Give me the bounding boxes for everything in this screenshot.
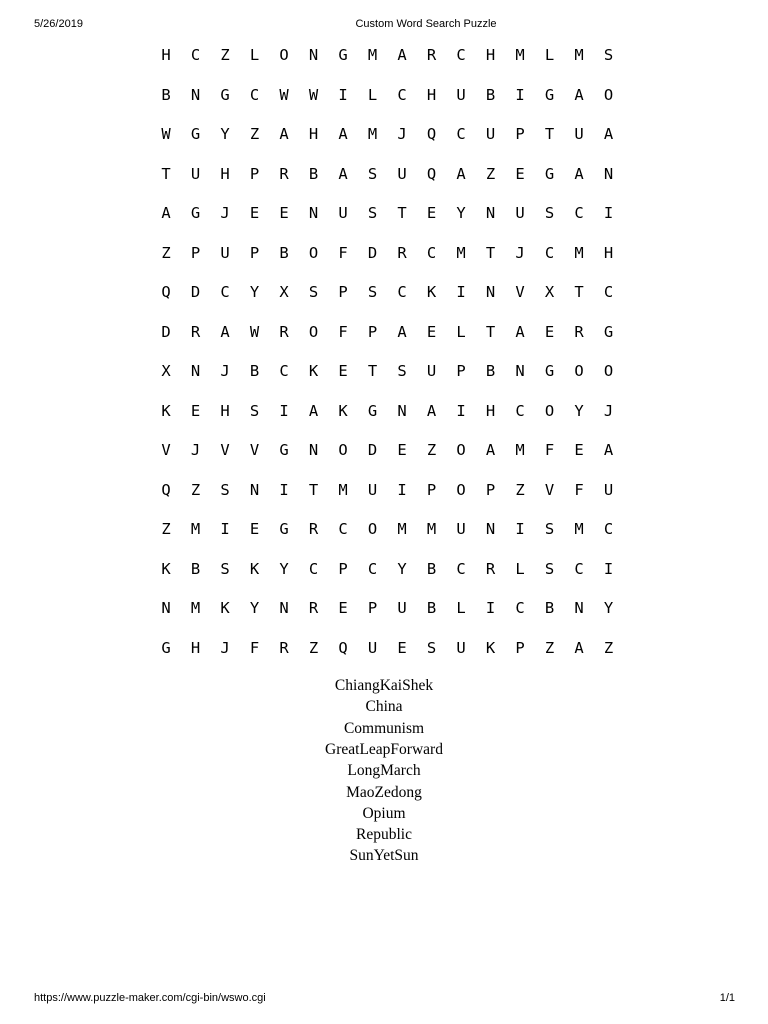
grid-letter: X bbox=[544, 283, 555, 301]
grid-row bbox=[0, 517, 768, 541]
grid-letter: K bbox=[338, 401, 348, 420]
grid-letter: R bbox=[279, 322, 289, 341]
grid-letter: P bbox=[338, 283, 348, 301]
word-list-item: ChiangKaiShek bbox=[334, 677, 434, 694]
grid-letter: N bbox=[190, 85, 201, 104]
grid-letter: S bbox=[367, 164, 378, 183]
grid-letter: Y bbox=[574, 401, 584, 420]
grid-letter: Z bbox=[308, 638, 319, 657]
grid-letter: A bbox=[338, 164, 348, 183]
grid-letter: M bbox=[456, 243, 466, 262]
grid-letter: B bbox=[485, 362, 496, 380]
grid-letter: E bbox=[544, 322, 555, 341]
grid-letter: U bbox=[338, 204, 348, 222]
grid-letter: T bbox=[574, 283, 584, 301]
grid-letter: Z bbox=[249, 125, 260, 143]
grid-letter: H bbox=[220, 401, 230, 420]
grid-letter: V bbox=[515, 283, 525, 301]
grid-letter: O bbox=[603, 85, 614, 104]
grid-letter: K bbox=[161, 401, 171, 420]
grid-letter: S bbox=[308, 283, 319, 301]
grid-letter: N bbox=[249, 480, 260, 499]
grid-letter: H bbox=[603, 243, 614, 262]
grid-letter: Y bbox=[220, 125, 230, 143]
grid-letter: H bbox=[308, 125, 319, 143]
grid-letter: Q bbox=[161, 480, 171, 499]
grid-letter: E bbox=[426, 322, 437, 341]
grid-letter: R bbox=[426, 46, 437, 64]
grid-letter: U bbox=[397, 599, 407, 617]
grid-letter: I bbox=[397, 480, 407, 499]
grid-letter: M bbox=[515, 46, 525, 64]
grid-letter: X bbox=[279, 283, 289, 301]
grid-letter: B bbox=[544, 599, 555, 617]
grid-letter: E bbox=[515, 164, 525, 183]
grid-letter: B bbox=[161, 85, 171, 104]
grid-letter: I bbox=[456, 283, 466, 301]
grid-letter: U bbox=[190, 164, 201, 183]
grid-letter: M bbox=[574, 46, 584, 64]
grid-letter: C bbox=[515, 401, 525, 420]
grid-letter: N bbox=[485, 283, 496, 301]
grid-letter: T bbox=[485, 243, 496, 262]
grid-letter: J bbox=[397, 125, 407, 143]
grid-letter: Z bbox=[485, 164, 496, 183]
grid-letter: T bbox=[397, 204, 407, 222]
grid-letter: S bbox=[397, 362, 407, 380]
grid-letter: A bbox=[279, 125, 289, 143]
grid-letter: Z bbox=[515, 480, 525, 499]
grid-letter: I bbox=[603, 204, 614, 222]
grid-letter: J bbox=[220, 362, 230, 380]
grid-letter: O bbox=[574, 362, 584, 380]
grid-letter: N bbox=[485, 520, 496, 538]
grid-letter: R bbox=[279, 638, 289, 657]
grid-letter: L bbox=[515, 559, 525, 578]
grid-letter: I bbox=[515, 520, 525, 538]
grid-row bbox=[0, 438, 768, 462]
grid-letter: H bbox=[161, 46, 171, 64]
grid-letter: I bbox=[220, 520, 230, 538]
grid-letter: Q bbox=[426, 164, 437, 183]
grid-letter: R bbox=[308, 520, 319, 538]
grid-letter: Y bbox=[456, 204, 466, 222]
grid-letter: Z bbox=[220, 46, 230, 64]
grid-letter: C bbox=[515, 599, 525, 617]
grid-letter: P bbox=[485, 480, 496, 499]
grid-letter: T bbox=[367, 362, 378, 380]
grid-letter: A bbox=[338, 125, 348, 143]
grid-letter: C bbox=[456, 46, 466, 64]
grid-letter: J bbox=[220, 204, 230, 222]
grid-letter: M bbox=[190, 599, 201, 617]
grid-letter: O bbox=[544, 401, 555, 420]
grid-letter: N bbox=[161, 599, 171, 617]
grid-letter: P bbox=[515, 638, 525, 657]
grid-letter: L bbox=[367, 85, 378, 104]
grid-letter: N bbox=[603, 164, 614, 183]
grid-letter: B bbox=[249, 362, 260, 380]
grid-letter: C bbox=[220, 283, 230, 301]
grid-letter: Z bbox=[161, 243, 171, 262]
grid-letter: L bbox=[456, 322, 466, 341]
grid-letter: U bbox=[603, 480, 614, 499]
grid-letter: K bbox=[426, 283, 437, 301]
grid-letter: Y bbox=[249, 599, 260, 617]
grid-letter: C bbox=[308, 559, 319, 578]
grid-letter: G bbox=[190, 204, 201, 222]
grid-letter: C bbox=[603, 520, 614, 538]
grid-letter: I bbox=[338, 85, 348, 104]
grid-letter: A bbox=[603, 441, 614, 459]
grid-letter: D bbox=[190, 283, 201, 301]
grid-letter: U bbox=[485, 125, 496, 143]
grid-letter: F bbox=[249, 638, 260, 657]
grid-letter: D bbox=[367, 441, 378, 459]
grid-row bbox=[0, 162, 768, 186]
grid-letter: E bbox=[249, 204, 260, 222]
grid-letter: Z bbox=[190, 480, 201, 499]
grid-letter: D bbox=[367, 243, 378, 262]
grid-letter: I bbox=[485, 599, 496, 617]
grid-letter: I bbox=[279, 401, 289, 420]
grid-letter: E bbox=[338, 599, 348, 617]
grid-letter: P bbox=[249, 164, 260, 183]
grid-letter: F bbox=[338, 243, 348, 262]
grid-row bbox=[0, 359, 768, 383]
grid-letter: C bbox=[338, 520, 348, 538]
grid-letter: G bbox=[190, 125, 201, 143]
grid-letter: S bbox=[426, 638, 437, 657]
grid-letter: H bbox=[485, 401, 496, 420]
grid-letter: L bbox=[544, 46, 555, 64]
grid-letter: T bbox=[485, 322, 496, 341]
grid-letter: B bbox=[190, 559, 201, 578]
word-list-item: SunYetSun bbox=[349, 847, 419, 865]
grid-letter: G bbox=[220, 85, 230, 104]
grid-row bbox=[0, 320, 768, 344]
grid-letter: H bbox=[190, 638, 201, 657]
grid-letter: W bbox=[279, 85, 289, 104]
grid-letter: I bbox=[456, 401, 466, 420]
grid-letter: P bbox=[338, 559, 348, 578]
grid-letter: J bbox=[220, 638, 230, 657]
grid-letter: C bbox=[456, 559, 466, 578]
grid-letter: A bbox=[574, 85, 584, 104]
grid-letter: O bbox=[367, 520, 378, 538]
grid-letter: Q bbox=[161, 283, 171, 301]
grid-letter: G bbox=[544, 362, 555, 380]
grid-letter: B bbox=[308, 164, 319, 183]
grid-letter: C bbox=[367, 559, 378, 578]
grid-letter: U bbox=[456, 85, 466, 104]
word-list-item: LongMarch bbox=[347, 762, 421, 780]
grid-letter: K bbox=[485, 638, 496, 657]
grid-letter: O bbox=[338, 441, 348, 459]
grid-letter: W bbox=[249, 322, 260, 341]
grid-row bbox=[0, 280, 768, 304]
grid-letter: G bbox=[544, 85, 555, 104]
grid-letter: L bbox=[456, 599, 466, 617]
grid-letter: Q bbox=[338, 638, 348, 657]
grid-letter: M bbox=[574, 243, 584, 262]
grid-letter: Y bbox=[397, 559, 407, 578]
grid-letter: X bbox=[161, 362, 171, 380]
grid-letter: R bbox=[397, 243, 407, 262]
grid-letter: M bbox=[426, 520, 437, 538]
grid-letter: C bbox=[397, 283, 407, 301]
grid-letter: A bbox=[515, 322, 525, 341]
grid-letter: A bbox=[220, 322, 230, 341]
grid-letter: G bbox=[279, 441, 289, 459]
grid-letter: U bbox=[456, 638, 466, 657]
grid-letter: C bbox=[249, 85, 260, 104]
grid-letter: A bbox=[574, 164, 584, 183]
grid-letter: O bbox=[279, 46, 289, 64]
grid-letter: U bbox=[456, 520, 466, 538]
grid-letter: O bbox=[603, 362, 614, 380]
grid-letter: G bbox=[603, 322, 614, 341]
grid-row bbox=[0, 122, 768, 146]
grid-letter: E bbox=[397, 638, 407, 657]
grid-letter: M bbox=[190, 520, 201, 538]
grid-letter: P bbox=[515, 125, 525, 143]
grid-row bbox=[0, 43, 768, 67]
grid-letter: G bbox=[544, 164, 555, 183]
grid-letter: N bbox=[485, 204, 496, 222]
grid-letter: H bbox=[485, 46, 496, 64]
grid-letter: O bbox=[308, 243, 319, 262]
grid-letter: U bbox=[367, 638, 378, 657]
grid-letter: U bbox=[367, 480, 378, 499]
grid-letter: Z bbox=[161, 520, 171, 538]
grid-letter: E bbox=[574, 441, 584, 459]
grid-row bbox=[0, 399, 768, 423]
grid-letter: A bbox=[426, 401, 437, 420]
grid-letter: E bbox=[279, 204, 289, 222]
grid-letter: A bbox=[161, 204, 171, 222]
grid-letter: M bbox=[367, 125, 378, 143]
grid-row bbox=[0, 201, 768, 225]
grid-letter: B bbox=[426, 559, 437, 578]
grid-letter: K bbox=[249, 559, 260, 578]
grid-letter: E bbox=[249, 520, 260, 538]
grid-letter: Z bbox=[426, 441, 437, 459]
grid-letter: S bbox=[220, 480, 230, 499]
grid-letter: T bbox=[308, 480, 319, 499]
grid-letter: C bbox=[456, 125, 466, 143]
grid-letter: N bbox=[308, 46, 319, 64]
grid-letter: N bbox=[279, 599, 289, 617]
grid-letter: R bbox=[574, 322, 584, 341]
grid-letter: S bbox=[544, 204, 555, 222]
grid-letter: D bbox=[161, 322, 171, 341]
grid-letter: O bbox=[308, 322, 319, 341]
grid-letter: G bbox=[161, 638, 171, 657]
grid-letter: N bbox=[308, 441, 319, 459]
grid-letter: A bbox=[397, 46, 407, 64]
grid-letter: H bbox=[220, 164, 230, 183]
grid-letter: S bbox=[249, 401, 260, 420]
grid-letter: P bbox=[456, 362, 466, 380]
grid-letter: E bbox=[338, 362, 348, 380]
grid-letter: O bbox=[456, 480, 466, 499]
grid-letter: R bbox=[279, 164, 289, 183]
grid-letter: C bbox=[603, 283, 614, 301]
grid-letter: S bbox=[367, 204, 378, 222]
grid-letter: I bbox=[603, 559, 614, 578]
grid-letter: A bbox=[308, 401, 319, 420]
grid-letter: V bbox=[161, 441, 171, 459]
grid-letter: W bbox=[308, 85, 319, 104]
word-list-item: China bbox=[365, 698, 403, 716]
grid-letter: S bbox=[544, 559, 555, 578]
grid-letter: Z bbox=[544, 638, 555, 657]
grid-row bbox=[0, 636, 768, 660]
word-list-item: Opium bbox=[362, 804, 406, 822]
grid-letter: T bbox=[161, 164, 171, 183]
grid-letter: A bbox=[397, 322, 407, 341]
grid-row bbox=[0, 557, 768, 581]
grid-letter: C bbox=[426, 243, 437, 262]
word-list-item: GreatLeapForward bbox=[325, 740, 443, 758]
grid-letter: V bbox=[544, 480, 555, 499]
document-title: Custom Word Search Puzzle bbox=[355, 18, 497, 30]
grid-letter: R bbox=[485, 559, 496, 578]
grid-letter: G bbox=[367, 401, 378, 420]
grid-letter: P bbox=[367, 599, 378, 617]
grid-letter: V bbox=[249, 441, 260, 459]
grid-letter: N bbox=[574, 599, 584, 617]
grid-letter: R bbox=[190, 322, 201, 341]
grid-letter: H bbox=[426, 85, 437, 104]
grid-letter: A bbox=[603, 125, 614, 143]
grid-letter: O bbox=[456, 441, 466, 459]
grid-letter: M bbox=[338, 480, 348, 499]
grid-letter: J bbox=[515, 243, 525, 262]
grid-letter: U bbox=[397, 164, 407, 183]
grid-letter: M bbox=[574, 520, 584, 538]
word-list-item: MaoZedong bbox=[346, 783, 422, 801]
grid-letter: C bbox=[190, 46, 201, 64]
grid-letter: B bbox=[485, 85, 496, 104]
grid-row bbox=[0, 83, 768, 107]
grid-letter: Y bbox=[279, 559, 289, 578]
grid-letter: P bbox=[367, 322, 378, 341]
grid-letter: C bbox=[574, 559, 584, 578]
grid-letter: Y bbox=[603, 599, 614, 617]
grid-letter: U bbox=[515, 204, 525, 222]
page-number: 1/1 bbox=[719, 992, 735, 1004]
print-date: 5/26/2019 bbox=[34, 18, 83, 30]
grid-letter: L bbox=[249, 46, 260, 64]
grid-letter: F bbox=[544, 441, 555, 459]
grid-letter: G bbox=[279, 520, 289, 538]
grid-letter: A bbox=[574, 638, 584, 657]
grid-letter: S bbox=[544, 520, 555, 538]
grid-letter: A bbox=[456, 164, 466, 183]
grid-letter: F bbox=[574, 480, 584, 499]
grid-letter: C bbox=[397, 85, 407, 104]
grid-letter: A bbox=[485, 441, 496, 459]
grid-letter: U bbox=[426, 362, 437, 380]
grid-letter: P bbox=[249, 243, 260, 262]
grid-letter: U bbox=[574, 125, 584, 143]
grid-letter: N bbox=[190, 362, 201, 380]
grid-row bbox=[0, 241, 768, 265]
grid-letter: N bbox=[397, 401, 407, 420]
grid-letter: R bbox=[308, 599, 319, 617]
grid-letter: M bbox=[397, 520, 407, 538]
grid-letter: B bbox=[426, 599, 437, 617]
print-url: https://www.puzzle-maker.com/cgi-bin/wswo.cgi bbox=[34, 992, 266, 1004]
grid-letter: K bbox=[161, 559, 171, 578]
grid-letter: S bbox=[603, 46, 614, 64]
grid-letter: K bbox=[308, 362, 319, 380]
grid-letter: N bbox=[515, 362, 525, 380]
grid-letter: M bbox=[367, 46, 378, 64]
grid-letter: Y bbox=[249, 283, 260, 301]
grid-letter: C bbox=[574, 204, 584, 222]
grid-letter: N bbox=[308, 204, 319, 222]
grid-letter: K bbox=[220, 599, 230, 617]
grid-letter: I bbox=[515, 85, 525, 104]
grid-letter: B bbox=[279, 243, 289, 262]
grid-letter: M bbox=[515, 441, 525, 459]
grid-letter: J bbox=[190, 441, 201, 459]
grid-letter: C bbox=[544, 243, 555, 262]
grid-letter: F bbox=[338, 322, 348, 341]
grid-letter: G bbox=[338, 46, 348, 64]
grid-letter: U bbox=[220, 243, 230, 262]
grid-letter: Q bbox=[426, 125, 437, 143]
grid-letter: J bbox=[603, 401, 614, 420]
grid-letter: Z bbox=[603, 638, 614, 657]
grid-letter: E bbox=[397, 441, 407, 459]
grid-letter: S bbox=[367, 283, 378, 301]
grid-letter: I bbox=[279, 480, 289, 499]
grid-letter: T bbox=[544, 125, 555, 143]
word-list-item: Republic bbox=[356, 826, 412, 844]
grid-row bbox=[0, 478, 768, 502]
grid-letter: E bbox=[190, 401, 201, 420]
grid-letter: W bbox=[161, 125, 171, 143]
word-list-item: Communism bbox=[343, 719, 425, 737]
grid-letter: P bbox=[426, 480, 437, 499]
grid-letter: E bbox=[426, 204, 437, 222]
grid-letter: C bbox=[279, 362, 289, 380]
grid-letter: P bbox=[190, 243, 201, 262]
grid-letter: S bbox=[220, 559, 230, 578]
grid-row bbox=[0, 596, 768, 620]
grid-letter: V bbox=[220, 441, 230, 459]
